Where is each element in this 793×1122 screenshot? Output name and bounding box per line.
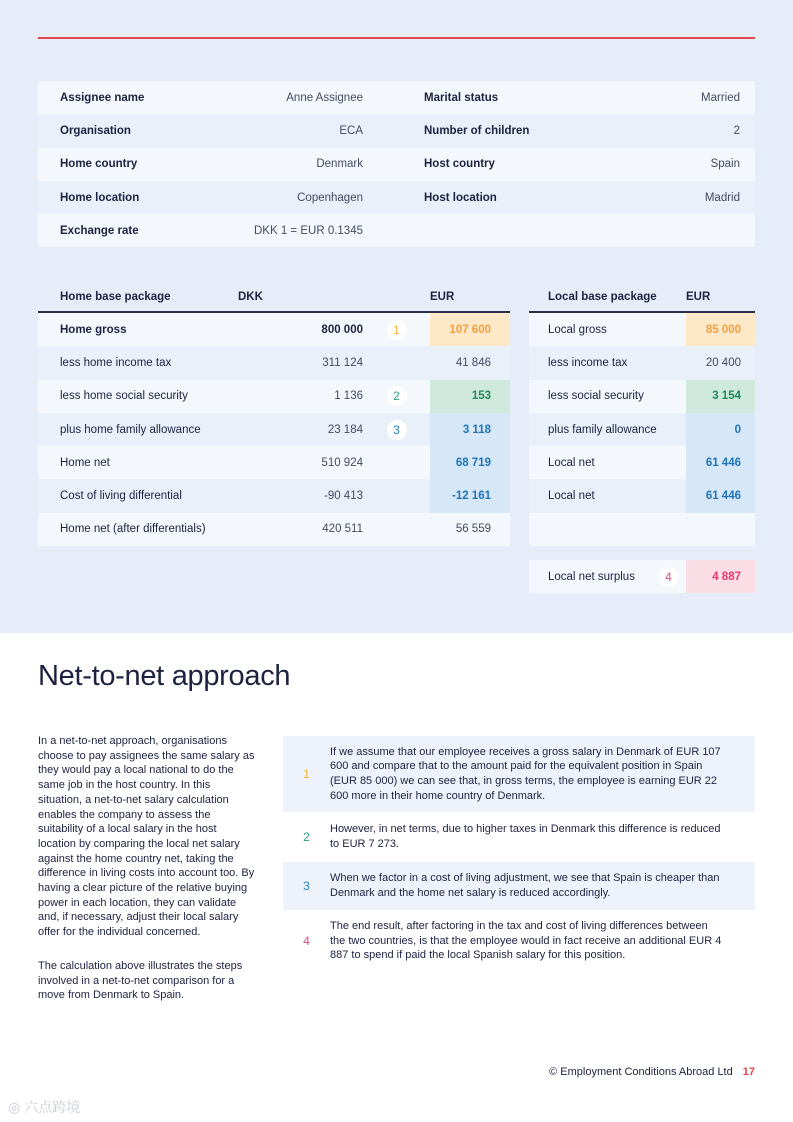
table-row [529, 446, 755, 479]
info-row [38, 81, 755, 114]
column-header: Local base package [548, 291, 657, 303]
dkk-value: 420 511 [322, 523, 363, 536]
info-value: Denmark [316, 158, 363, 171]
table-row [529, 313, 755, 346]
info-label [363, 214, 588, 247]
row-label: Local net [548, 456, 595, 469]
row-label: Local net [548, 490, 595, 503]
step-number: 2 [303, 829, 310, 844]
dkk-value: 510 924 [321, 456, 363, 469]
table-row-empty [529, 513, 755, 546]
watermark [8, 1097, 80, 1117]
row-label: Local gross [548, 323, 607, 336]
step-marker [363, 413, 430, 446]
row-label: plus family allowance [548, 423, 657, 436]
step-item [283, 736, 755, 812]
table-row [38, 479, 510, 512]
step-text: When we factor in a cost of living adjustment, we see that Spain is cheaper than Denmark and the home net salary is reduced accordingly. [330, 872, 720, 899]
info-label: Host country [424, 158, 495, 171]
step-number: 2 [387, 386, 407, 406]
info-label: Organisation [60, 124, 131, 137]
section-title: Net-to-net approach [38, 660, 291, 692]
info-row [38, 114, 755, 147]
table-row [529, 346, 755, 379]
info-label: Assignee name [60, 91, 145, 104]
dkk-value: 23 184 [327, 423, 363, 436]
eur-value: 68 719 [430, 446, 510, 479]
info-label: Home location [60, 191, 140, 204]
watermark-text: 六点跨境 [24, 1099, 81, 1115]
step-marker [651, 560, 686, 593]
step-marker [363, 446, 430, 479]
info-label: Marital status [424, 91, 499, 104]
info-value: 2 [733, 124, 740, 137]
step-item [283, 862, 755, 910]
table-row [38, 380, 510, 413]
page-number: 17 [742, 1066, 755, 1078]
table-row [38, 413, 510, 446]
info-row [38, 214, 755, 247]
table-row [38, 346, 510, 379]
column-header: EUR [430, 291, 455, 303]
eur-value: 56 559 [455, 523, 491, 536]
page-footer [549, 1066, 755, 1078]
info-label: Host location [424, 191, 497, 204]
eur-value: 3 118 [430, 413, 510, 446]
home-package-table [38, 283, 510, 546]
step-number: 1 [387, 320, 407, 340]
info-label: Exchange rate [60, 224, 139, 237]
info-label: Number of children [424, 124, 530, 137]
row-label: Home net [60, 456, 110, 469]
copyright: © Employment Conditions Abroad Ltd [549, 1066, 733, 1078]
intro-text [38, 734, 256, 1003]
row-label: Home net (after differentials) [60, 523, 206, 536]
info-value: Madrid [704, 191, 740, 204]
eur-value: 85 000 [686, 313, 755, 346]
row-label: less home social security [60, 390, 188, 403]
step-item [283, 812, 755, 862]
row-label: less income tax [548, 356, 628, 369]
local-package-table [529, 283, 755, 593]
table-row [529, 380, 755, 413]
eur-value: 0 [686, 413, 755, 446]
dkk-value: 1 136 [334, 390, 363, 403]
step-number: 4 [303, 933, 310, 948]
step-number: 3 [303, 878, 310, 893]
eur-value: 107 600 [430, 313, 510, 346]
eur-value: 61 446 [686, 479, 755, 512]
row-label: less social security [548, 390, 644, 403]
info-value: Copenhagen [297, 191, 363, 204]
info-value [588, 214, 755, 247]
step-marker [363, 513, 430, 546]
paragraph: In a net-to-net approach, organisations choose to pay assignees the same salary as they would pay a local national to do the same job in the host country. In this situation, a net-to-net salary calculation enables the company to assess the suitability of a local salary in the host location by comparing the local net salary against the home country net, taking the difference in living costs into account too. By having a clear picture of the relative buying power in each location, they can validate and, if necessary, adjust their local salary offer for the individual concerned. [38, 735, 255, 939]
table-header [529, 283, 755, 313]
step-number: 1 [303, 766, 310, 781]
step-marker [363, 380, 430, 413]
table-row [529, 479, 755, 512]
row-label: plus home family allowance [60, 423, 201, 436]
eur-value: 153 [430, 380, 510, 413]
watermark-logo-icon: ◎ [8, 1098, 21, 1115]
step-marker [363, 346, 430, 379]
eur-value: -12 161 [430, 479, 510, 512]
table-row [38, 446, 510, 479]
row-label: Cost of living differential [60, 490, 182, 503]
dkk-value: 311 124 [322, 356, 363, 369]
dkk-value: -90 413 [323, 490, 363, 503]
step-number: 3 [387, 420, 407, 440]
row-label: Local net surplus [548, 570, 635, 583]
info-label: Home country [60, 158, 138, 171]
table-header [38, 283, 510, 313]
column-header: EUR [686, 291, 711, 303]
row-label: less home income tax [60, 356, 172, 369]
column-header: Home base package [60, 291, 171, 303]
info-value: Spain [710, 158, 740, 171]
step-text: However, in net terms, due to higher taxes in Denmark this difference is reduced to EUR 7 273. [330, 823, 721, 850]
info-value: DKK 1 = EUR 0.1345 [254, 224, 363, 237]
step-marker [363, 479, 430, 512]
surplus-row [529, 560, 755, 593]
info-row [38, 181, 755, 214]
header-rule [38, 37, 755, 39]
info-value: Anne Assignee [286, 91, 363, 104]
eur-value: 61 446 [686, 446, 755, 479]
info-value: Married [701, 91, 740, 104]
eur-value: 3 154 [686, 380, 755, 413]
eur-value: 20 400 [705, 356, 741, 369]
step-item [283, 910, 755, 972]
assignee-info-table [38, 81, 755, 247]
eur-value: 4 887 [686, 560, 755, 593]
table-row [38, 513, 510, 546]
row-label: Home gross [60, 323, 127, 336]
eur-value: 41 846 [455, 356, 491, 369]
step-number: 4 [659, 567, 679, 587]
info-value: ECA [339, 124, 363, 137]
table-row [529, 413, 755, 446]
info-row [38, 148, 755, 181]
table-row [38, 313, 510, 346]
step-marker [363, 313, 430, 346]
step-text: The end result, after factoring in the tax and cost of living differences between the two countries, is that the employee would in fact receive an additional EUR 4 887 to spend if paid the local Spanish salary for this position. [330, 920, 722, 962]
step-text: If we assume that our employee receives a gross salary in Denmark of EUR 107 600 and compare that to the amount paid for the equivalent position in Spain (EUR 85 000) we can see that, in gross terms, the employee is earning EUR 22 600 more in their home country of Denmark. [330, 745, 721, 802]
column-header: DKK [238, 291, 263, 303]
steps-list [283, 736, 755, 972]
paragraph: The calculation above illustrates the steps involved in a net-to-net comparison for a move from Denmark to Spain. [38, 959, 243, 1002]
dkk-value: 800 000 [321, 323, 363, 336]
